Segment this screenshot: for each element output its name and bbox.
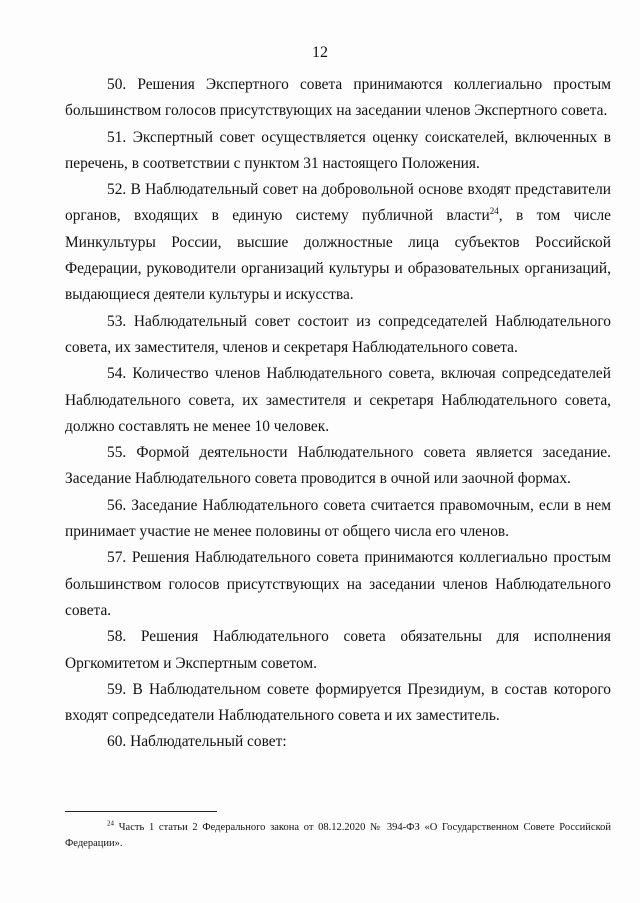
paragraph-53: 53. Наблюдательный совет состоит из сопредседателей Наблюдательного совета, их заместителя, членов и секретаря Наблюдательного совета. xyxy=(65,312,611,356)
paragraph-54: 54. Количество членов Наблюдательного совета, включая сопредседателей Наблюдательного совета, их заместителя и секретаря Наблюдательного совета, должно составлять не менее 10 человек. xyxy=(65,365,611,435)
paragraph-52-text-after: , в том числе Минкультуры России, высшие должностные лица субъектов Российской Федерации, руководители организаций культуры и образовательных организаций, выдающиеся деятели культуры и искусства. xyxy=(65,207,611,304)
paragraph-51: 51. Экспертный совет осуществляется оценку соискателей, включенных в перечень, в соответствии с пунктом 31 настоящего Положения. xyxy=(65,128,611,172)
paragraph-57: 57. Решения Наблюдательного совета принимаются коллегиально простым большинством голосов присутствующих на заседании членов Наблюдательного совета. xyxy=(65,549,611,619)
footnote xyxy=(65,820,611,852)
paragraph-52 xyxy=(65,177,611,308)
paragraph-58: 58. Решения Наблюдательного совета обязательны для исполнения Оргкомитетом и Экспертным советом. xyxy=(65,628,611,672)
paragraph-59: 59. В Наблюдательном совете формируется Президиум, в состав которого входят сопредседатели Наблюдательного совета и их заместитель. xyxy=(65,680,611,725)
footnote-reference[interactable]: 24 xyxy=(489,206,499,217)
footnote-divider xyxy=(65,811,217,812)
document-body xyxy=(65,72,611,756)
paragraph-55: 55. Формой деятельности Наблюдательного совета является заседание. Заседание Наблюдательного совета проводится в очной или заочной формах. xyxy=(65,444,611,488)
footnote-marker: 24 xyxy=(107,819,114,828)
page-number: 12 xyxy=(312,44,328,61)
footnote-text: Часть 1 статьи 2 Федерального закона от 08.12.2020 № 394-ФЗ «О Государственном Совете Российской Федерации». xyxy=(65,822,612,849)
paragraph-50: 50. Решения Экспертного совета принимаются коллегиально простым большинством голосов присутствующих на заседании членов Экспертного совета. xyxy=(65,76,611,120)
paragraph-60: 60. Наблюдательный совет: xyxy=(107,733,287,751)
paragraph-52-text-before: 52. В Наблюдательный совет на добровольной основе входят представители органов, входящих в единую систему публичной власти xyxy=(65,181,611,225)
paragraph-56: 56. Заседание Наблюдательного совета считается правомочным, если в нем принимает участие не менее половины от общего числа его членов. xyxy=(65,496,611,541)
